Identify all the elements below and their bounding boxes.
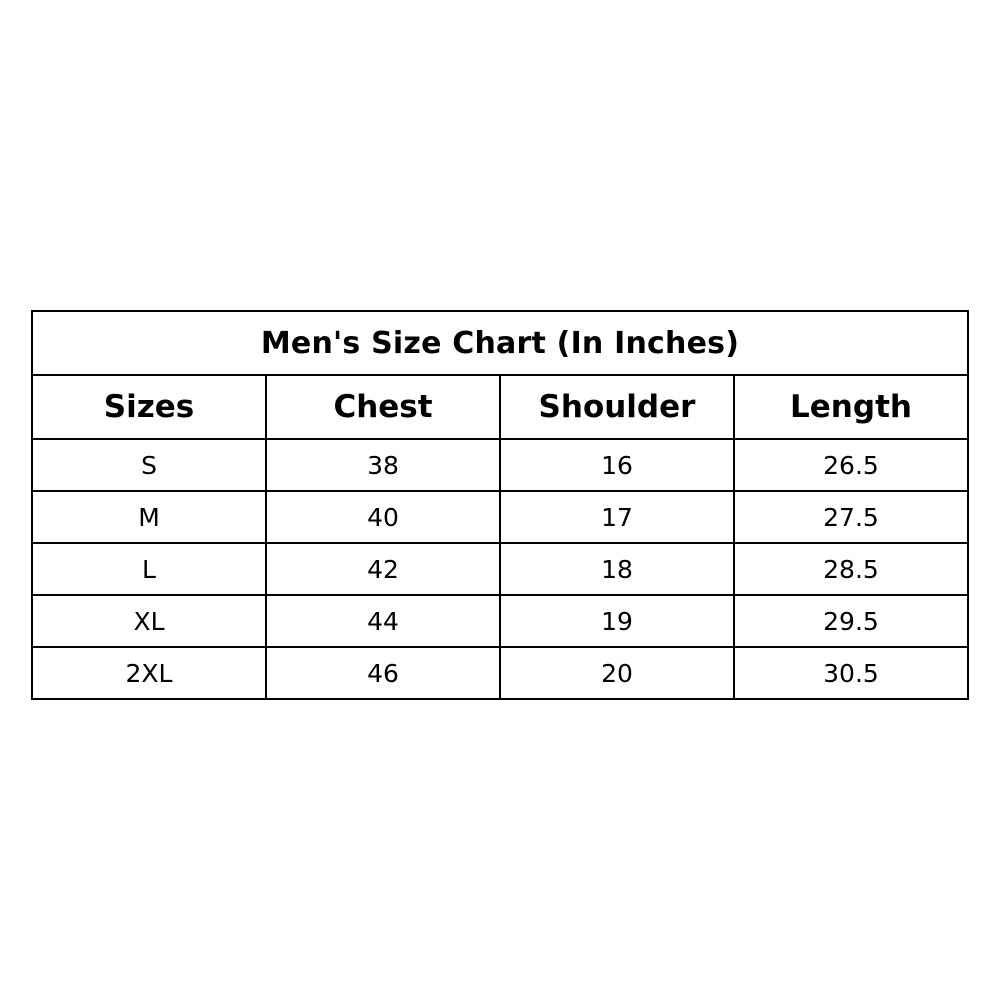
table-row [32,647,968,699]
table-row [32,491,968,543]
cell-size: 2XL [32,647,266,699]
cell-size: S [32,439,266,491]
cell-shoulder: 20 [500,647,734,699]
column-header-length: Length [734,375,968,439]
column-header-sizes: Sizes [32,375,266,439]
cell-length: 26.5 [734,439,968,491]
cell-size: L [32,543,266,595]
cell-length: 29.5 [734,595,968,647]
table-row [32,543,968,595]
cell-shoulder: 17 [500,491,734,543]
cell-length: 28.5 [734,543,968,595]
table-row [32,439,968,491]
cell-chest: 44 [266,595,500,647]
column-header-shoulder: Shoulder [500,375,734,439]
table-row [32,595,968,647]
cell-chest: 46 [266,647,500,699]
cell-chest: 38 [266,439,500,491]
size-chart-table [31,310,969,700]
size-chart-container [31,310,969,700]
cell-length: 30.5 [734,647,968,699]
cell-shoulder: 19 [500,595,734,647]
cell-shoulder: 18 [500,543,734,595]
cell-chest: 42 [266,543,500,595]
cell-shoulder: 16 [500,439,734,491]
chart-title: Men's Size Chart (In Inches) [32,311,968,375]
table-title-row [32,311,968,375]
cell-chest: 40 [266,491,500,543]
cell-size: XL [32,595,266,647]
table-header-row [32,375,968,439]
column-header-chest: Chest [266,375,500,439]
cell-length: 27.5 [734,491,968,543]
cell-size: M [32,491,266,543]
